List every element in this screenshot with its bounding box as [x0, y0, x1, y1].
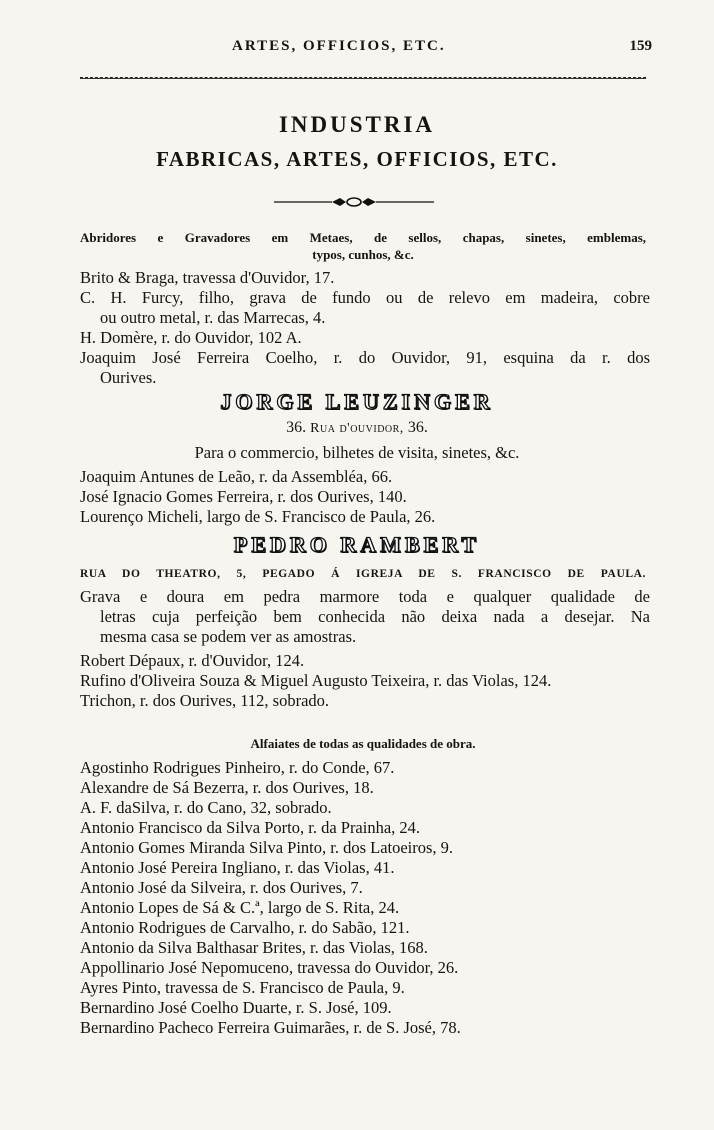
list-item: Rufino d'Oliveira Souza & Miguel Augusto Teixeira, r. das Violas, 124. [80, 671, 552, 690]
description-line: Grava e doura em pedra marmore toda e qualquer qualidade de [80, 587, 650, 606]
sub-title: FABRICAS, ARTES, OFFICIOS, ETC. [156, 147, 558, 171]
list-item-continuation: ou outro metal, r. das Marrecas, 4. [100, 308, 326, 327]
description-line: mesma casa se podem ver as amostras. [100, 627, 357, 646]
list-item: Lourenço Micheli, largo de S. Francisco de Paula, 26. [80, 507, 436, 526]
list-item: Agostinho Rodrigues Pinheiro, r. do Conde, 67. [80, 758, 395, 777]
list-item: Antonio Gomes Miranda Silva Pinto, r. dos Latoeiros, 9. [80, 838, 454, 857]
running-title: ARTES, OFFICIOS, ETC. [232, 38, 446, 54]
advert-name-leuzinger: JORGE LEUZINGER [220, 389, 494, 414]
list-item: Alexandre de Sá Bezerra, r. dos Ourives, 18. [80, 778, 374, 797]
address-number: 36. [286, 419, 307, 436]
header-rule [80, 77, 646, 79]
list-item: Robert Dépaux, r. d'Ouvidor, 124. [80, 651, 305, 670]
list-item: Antonio da Silva Balthasar Brites, r. das Violas, 168. [80, 938, 428, 957]
tailors-list [80, 758, 650, 1038]
advert-address-leuzinger [0, 419, 714, 437]
list-item: C. H. Furcy, filho, grava de fundo ou de relevo em madeira, cobre [80, 288, 650, 307]
list-item: Appollinario José Nepomuceno, travessa do Ouvidor, 26. [80, 958, 459, 977]
advert-description-leuzinger: Para o commercio, bilhetes de visita, sinetes, &c. [194, 443, 520, 462]
advert-name-rambert: PEDRO RAMBERT [233, 532, 481, 557]
list-item: José Ignacio Gomes Ferreira, r. dos Ourives, 140. [80, 487, 407, 506]
running-head [0, 38, 714, 60]
list-item: Joaquim Antunes de Leão, r. da Assembléa, 66. [80, 467, 393, 486]
list-item: Joaquim José Ferreira Coelho, r. do Ouvidor, 91, esquina da r. dos [80, 348, 650, 367]
list-item: Antonio Rodrigues de Carvalho, r. do Sabão, 121. [80, 918, 410, 937]
list-item: Antonio Lopes de Sá & C.ª, largo de S. Rita, 24. [80, 898, 400, 917]
engravers-list-a [80, 268, 650, 388]
heading-line: typos, cunhos, &c. [312, 247, 414, 262]
advert-description-rambert [80, 587, 650, 647]
address-street: Rua d'ouvidor, [310, 421, 404, 436]
list-item: Antonio José da Silveira, r. dos Ourives, 7. [80, 878, 363, 897]
address-number: 36. [407, 419, 428, 436]
list-item: A. F. daSilva, r. do Cano, 32, sobrado. [80, 798, 332, 817]
list-item: Trichon, r. dos Ourives, 112, sobrado. [80, 691, 330, 710]
list-item-continuation: Ourives. [100, 368, 157, 387]
list-item: H. Domère, r. do Ouvidor, 102 A. [80, 328, 302, 347]
engravers-list-c [80, 651, 650, 711]
section-heading-tailors: Alfaiates de todas as qualidades de obra. [250, 736, 476, 751]
list-item: Bernardino Pacheco Ferreira Guimarães, r. de S. José, 78. [80, 1018, 461, 1037]
description-line: letras cuja perfeição bem conhecida não deixa nada a desejar. Na [100, 607, 650, 626]
heading-line: Abridores e Gravadores em Metaes, de sellos, chapas, sinetes, emblemas, [80, 230, 646, 245]
section-heading-engravers [80, 229, 646, 263]
list-item: Antonio Francisco da Silva Porto, r. da Prainha, 24. [80, 818, 421, 837]
page-number: 159 [629, 38, 652, 54]
list-item: Brito & Braga, travessa d'Ouvidor, 17. [80, 268, 335, 287]
main-title: INDUSTRIA [278, 112, 436, 137]
advert-address-rambert: RUA DO THEATRO, 5, PEGADO Á IGREJA DE S. FRANCISCO DE PAULA. [80, 568, 646, 580]
ornament-divider-icon [274, 195, 434, 209]
engravers-list-b [80, 467, 650, 527]
list-item: Ayres Pinto, travessa de S. Francisco de Paula, 9. [80, 978, 405, 997]
list-item: Bernardino José Coelho Duarte, r. S. José, 109. [80, 998, 392, 1017]
list-item: Antonio José Pereira Ingliano, r. das Violas, 41. [80, 858, 395, 877]
